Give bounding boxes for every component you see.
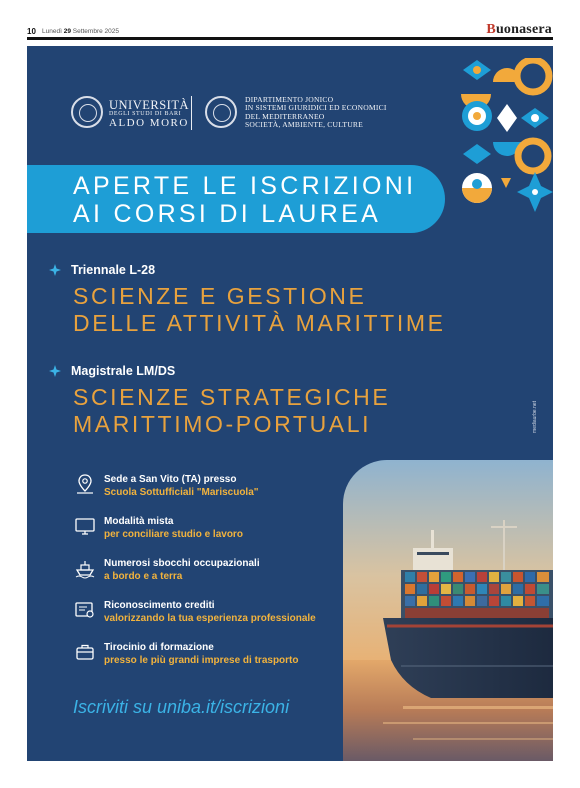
department-seal-icon <box>205 96 237 128</box>
banner-line-2: AI CORSI DI LAUREA <box>73 200 382 228</box>
enroll-link[interactable]: Iscriviti su uniba.it/iscrizioni <box>73 697 290 717</box>
course-level-magistrale: Magistrale LM/DS <box>71 364 176 378</box>
newspaper-header <box>0 0 580 40</box>
course-title-magistrale: SCIENZE STRATEGICHE MARITTIMO-PORTUALI <box>73 384 391 437</box>
sparkle-icon <box>49 365 61 377</box>
container-ship-photo <box>343 460 553 761</box>
sparkle-icon <box>49 264 61 276</box>
header-rule <box>27 37 553 40</box>
page-number: 10 <box>27 27 36 36</box>
briefcase-icon <box>74 641 96 663</box>
issue-date: Lunedì 29 Settembre 2025 <box>42 28 120 35</box>
geometric-pattern-decoration <box>461 58 553 214</box>
location-pin-icon <box>74 473 96 495</box>
course-title-triennale: SCIENZE E GESTIONE DELLE ATTIVITÀ MARITTIME <box>73 283 446 336</box>
monitor-icon <box>74 515 96 537</box>
certificate-icon <box>74 599 96 621</box>
banner-line-1: APERTE LE ISCRIZIONI <box>73 172 417 200</box>
university-seal-icon <box>71 96 103 128</box>
logo-divider <box>191 96 192 130</box>
agency-credit: mediaurbe.net <box>532 401 538 433</box>
advertisement-panel: UNIVERSITÀ DEGLI STUDI DI BARI ALDO MORO DIPARTIMENTO JONICO IN SISTEMI GIURIDICI ED ECONOMICI DEL MEDITERRANEO SOCIETÀ, AMBIENTE, CULTURE APERTE LE ISCRIZIONI AI CORSI DI LAUREA Triennale L-28 SCIENZE E GESTIONE DELLE ATTIVITÀ MARITTIME Magistrale LM/DS SCIENZE STRATEGICHE MARITTIMO-PORTUALI Sede a San Vito (TA) presso Scuola Sottufficiali "Mariscuola" Modalità mista per conciliare studio e lavoro Numerosi sbocchi occupazionali a bordo e a terra Riconoscimento crediti valorizzando la tua esperienza professionale Tirocinio di formazione presso le più grandi imprese di trasporto Iscriviti su uniba.it/iscrizioni mediaurbe.net <box>27 46 553 761</box>
ship-icon <box>74 557 96 579</box>
course-level-triennale: Triennale L-28 <box>71 263 156 277</box>
enrollment-banner <box>27 165 445 233</box>
newspaper-logo[interactable]: Buonasera <box>486 22 552 37</box>
